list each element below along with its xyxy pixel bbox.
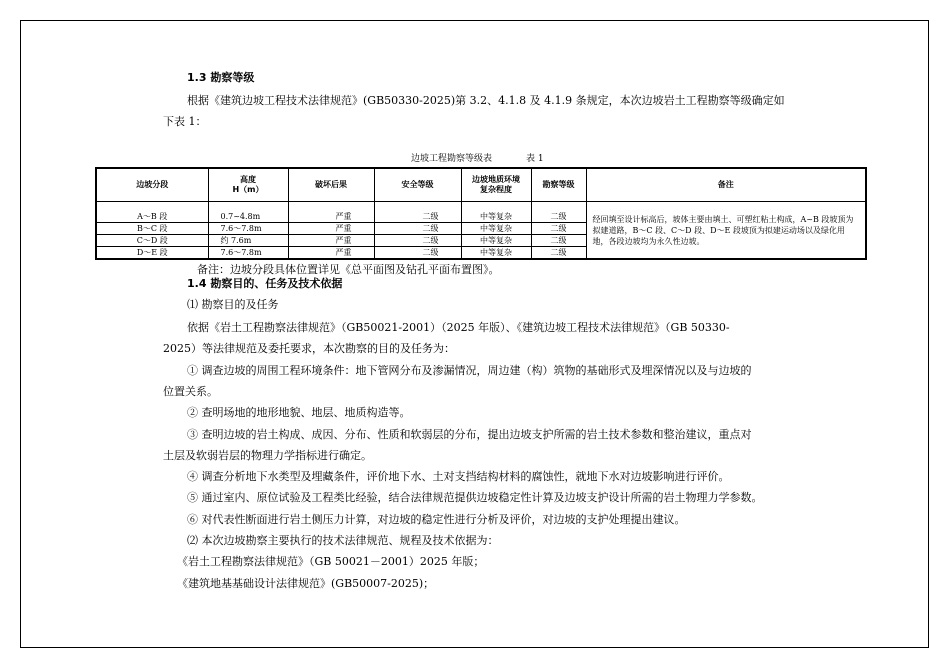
list-item-continuation: 位置关系。	[163, 385, 218, 398]
cell-grade: 二级	[531, 235, 586, 247]
cell-complexity: 中等复杂	[461, 202, 531, 223]
paragraph-line: 根据《建筑边坡工程技术法律规范》(GB50330-2025)第 3.2、4.1.8 及 4.1.9 条规定，本次边坡岩土工程勘察等级确定如	[187, 94, 785, 107]
list-item: ⑥ 对代表性断面进行岩土侧压力计算，对边坡的稳定性进行分析及评价，对边坡的支护处理提出建议。	[187, 513, 686, 526]
cell-segment: B～C 段	[96, 223, 208, 235]
cell-consequence: 严重	[288, 247, 374, 260]
header-height-line1: 高度	[240, 175, 256, 184]
table-number: 表 1	[526, 154, 544, 164]
reference-item: 《建筑地基基础设计法律规范》(GB50007-2025)；	[177, 577, 435, 590]
cell-segment: D～E 段	[96, 247, 208, 260]
cell-remark: 经回填至设计标高后，坡体主要由填土、可塑红粘土构成，A~B 段坡顶为拟建道路，B～C 段、C～D 段、D～E 段坡顶为拟建运动场以及绿化用地，各段边坡均为永久性边坡。	[586, 202, 866, 260]
table-row	[96, 202, 866, 223]
list-item-continuation: 土层及软弱岩层的物理力学指标进行确定。	[163, 449, 372, 462]
paragraph-line: 2025）等法律规范及委托要求，本次勘察的目的及任务为：	[163, 342, 455, 355]
reference-item: 《岩土工程勘察法律规范》（GB 50021－2001）2025 年版；	[177, 555, 485, 568]
cell-complexity: 中等复杂	[461, 235, 531, 247]
cell-height: 0.7~4.8m	[208, 202, 288, 223]
header-remark: 备注	[586, 168, 866, 202]
cell-complexity: 中等复杂	[461, 223, 531, 235]
list-item: ⑤ 通过室内、原位试验及工程类比经验，结合法律规范提供边坡稳定性计算及边坡支护设计所需的岩土物理力学参数。	[187, 491, 763, 504]
header-consequence: 破坏后果	[288, 168, 374, 202]
header-complexity-line2: 复杂程度	[480, 185, 512, 194]
table-header-row	[96, 168, 866, 202]
cell-safety: 二级	[374, 235, 461, 247]
paragraph-line: 下表 1：	[163, 115, 207, 128]
cell-grade: 二级	[531, 247, 586, 260]
list-item: ③ 查明边坡的岩土构成、成因、分布、性质和软弱层的分布，提出边坡支护所需的岩土技术参数和整治建议，重点对	[187, 428, 752, 441]
list-item: ② 查明场地的地形地貌、地层、地质构造等。	[187, 406, 411, 419]
cell-height: 约 7.6m	[208, 235, 288, 247]
survey-grade-table	[95, 167, 867, 260]
subheading: ⑴ 勘察目的及任务	[187, 298, 279, 311]
list-item: ④ 调查分析地下水类型及埋藏条件，评价地下水、土对支挡结构材料的腐蚀性，就地下水对边坡影响进行评价。	[187, 470, 730, 483]
header-complexity-line1: 边坡地质环境	[472, 175, 520, 184]
table-note: 备注：边坡分段具体位置详见《总平面图及钻孔平面布置图》。	[197, 263, 500, 276]
cell-height: 7.6～7.8m	[208, 247, 288, 260]
header-segment: 边坡分段	[96, 168, 208, 202]
section-heading-1-3: 1.3 勘察等级	[187, 71, 255, 84]
section-heading-1-4: 1.4 勘察目的、任务及技术依据	[187, 277, 343, 290]
cell-grade: 二级	[531, 223, 586, 235]
cell-grade: 二级	[531, 202, 586, 223]
paragraph-line: 依据《岩土工程勘察法律规范》（GB50021-2001）（2025 年版）、《建筑边坡工程技术法律规范》（GB 50330-	[187, 321, 730, 334]
list-item: ① 调查边坡的周围工程环境条件：地下管网分布及渗漏情况，周边建（构）筑物的基础形式及埋深情况以及与边坡的	[187, 364, 752, 377]
header-height-line2: H（m）	[232, 185, 264, 194]
header-grade: 勘察等级	[531, 168, 586, 202]
header-height	[208, 168, 288, 202]
cell-safety: 二级	[374, 247, 461, 260]
header-complexity	[461, 168, 531, 202]
cell-height: 7.6～7.8m	[208, 223, 288, 235]
cell-segment: A～B 段	[96, 202, 208, 223]
cell-safety: 二级	[374, 202, 461, 223]
header-safety: 安全等级	[374, 168, 461, 202]
subheading: ⑵ 本次边坡勘察主要执行的技术法律规范、规程及技术依据为：	[187, 534, 499, 547]
cell-safety: 二级	[374, 223, 461, 235]
table-caption: 边坡工程勘察等级表	[411, 154, 493, 164]
cell-segment: C～D 段	[96, 235, 208, 247]
cell-complexity: 中等复杂	[461, 247, 531, 260]
cell-consequence: 严重	[288, 235, 374, 247]
cell-consequence: 严重	[288, 202, 374, 223]
cell-consequence: 严重	[288, 223, 374, 235]
